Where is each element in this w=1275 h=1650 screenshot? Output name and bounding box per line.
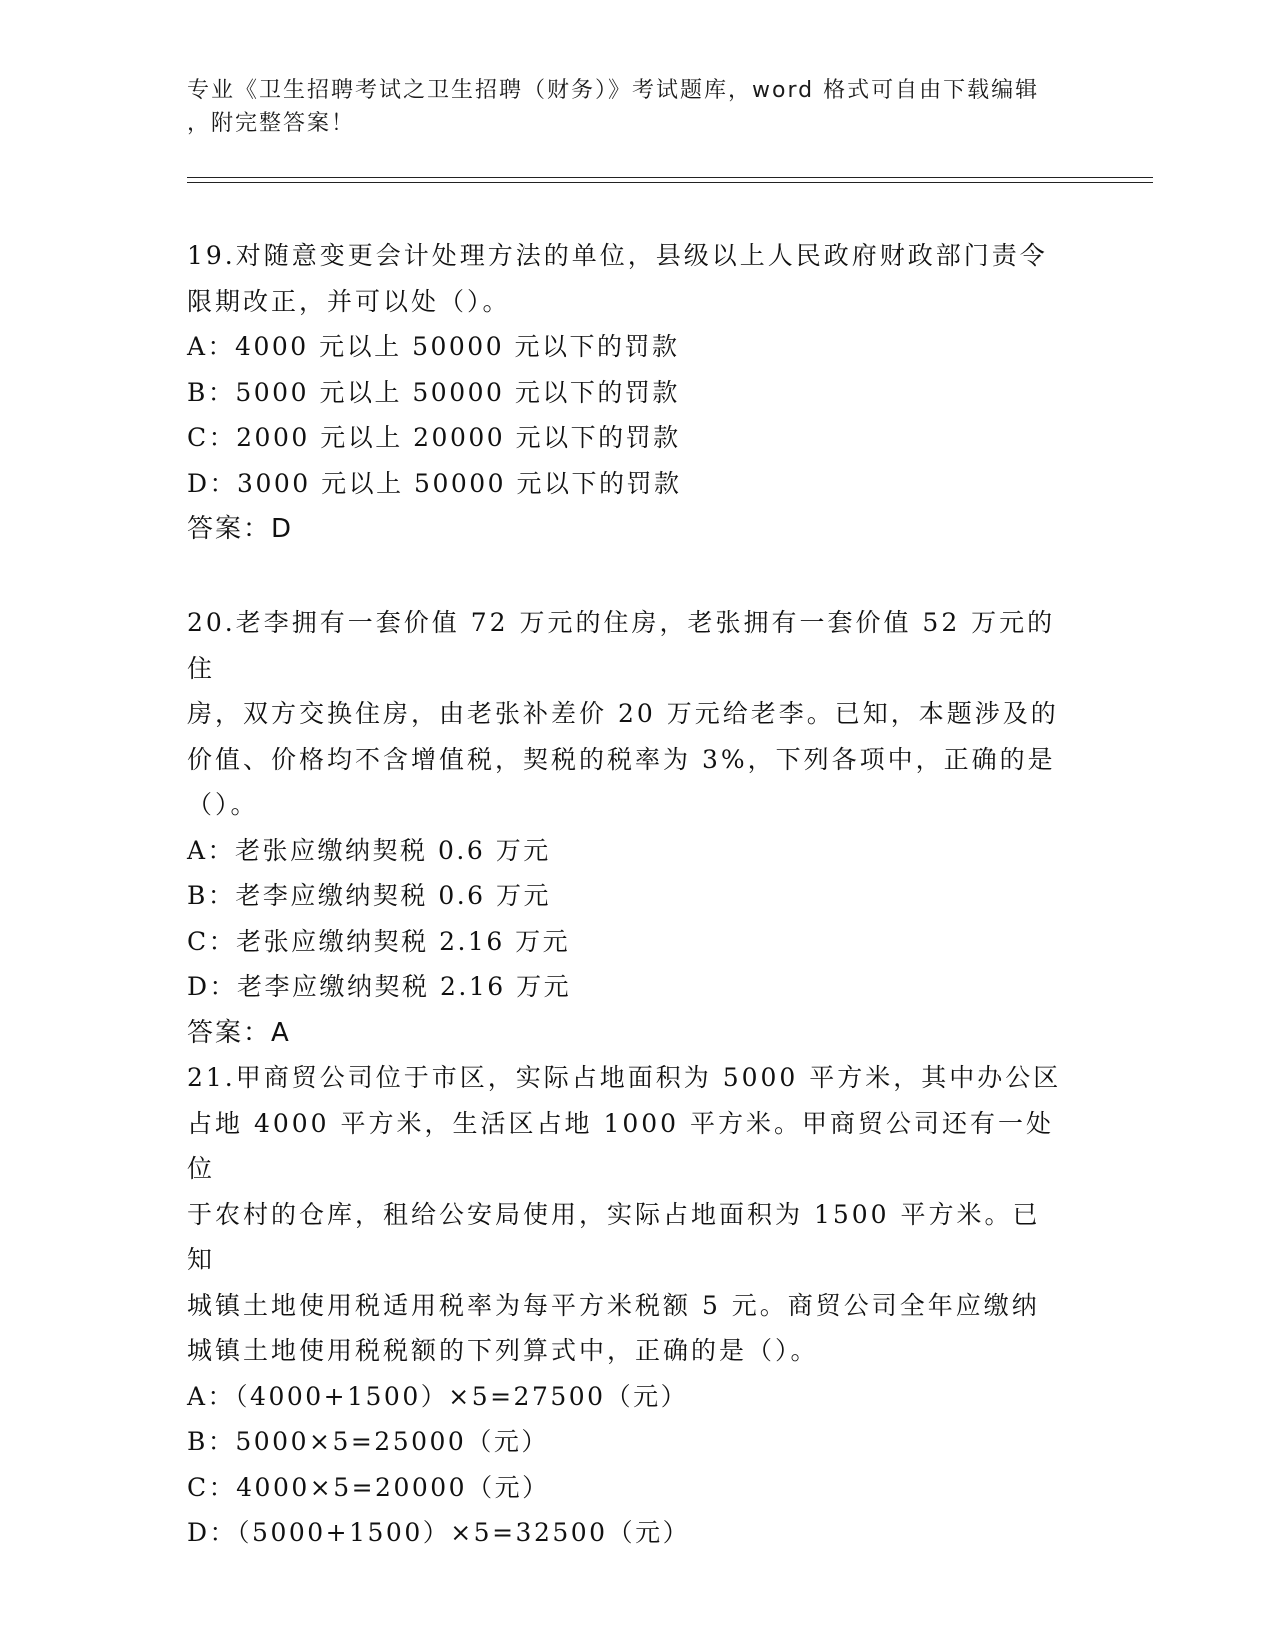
option-d: D：3000 元以上 50000 元以下的罚款 xyxy=(187,468,682,498)
answer-label: 答案：A xyxy=(187,1017,291,1048)
answer-label: 答案：D xyxy=(187,514,294,544)
question-stem-line: 房，双方交换住房，由老张补差价 20 万元给老李。已知，本题涉及的 xyxy=(187,699,1059,728)
option-a: A：（4000+1500）×5=27500（元） xyxy=(187,1381,689,1411)
option-a: A：老张应缴纳契税 0.6 万元 xyxy=(187,835,551,865)
question-stem-line: 19.对随意变更会计处理方法的单位，县级以上人民政府财政部门责令 xyxy=(187,241,1048,270)
option-b: B：5000×5=25000（元） xyxy=(187,1427,549,1456)
question-stem-line: （）。 xyxy=(187,790,259,819)
question-stem-line: 城镇土地使用税适用税率为每平方米税额 5 元。商贸公司全年应缴纳 xyxy=(187,1290,1040,1320)
option-b: B：5000 元以上 50000 元以下的罚款 xyxy=(187,377,680,407)
header-line-2: ，附完整答案！ xyxy=(187,111,356,136)
document-header xyxy=(187,74,1067,140)
option-c: C：老张应缴纳契税 2.16 万元 xyxy=(187,926,571,956)
question-stem-line: 于农村的仓库，租给公安局使用，实际占地面积为 1500 平方米。已知 xyxy=(187,1199,1041,1274)
option-b: B：老李应缴纳契税 0.6 万元 xyxy=(187,881,552,910)
option-c: C：4000×5=20000（元） xyxy=(187,1472,550,1502)
option-a: A：4000 元以上 50000 元以下的罚款 xyxy=(187,332,680,361)
question-stem-line: 21.甲商贸公司位于市区，实际占地面积为 5000 平方米，其中办公区 xyxy=(187,1063,1062,1092)
header-divider-top xyxy=(187,177,1153,178)
question-19 xyxy=(187,233,1067,552)
question-stem-line: 占地 4000 平方米，生活区占地 1000 平方米。甲商贸公司还有一处位 xyxy=(187,1108,1055,1183)
header-line-1: 专业《卫生招聘考试之卫生招聘（财务）》考试题库，word 格式可自由下载编辑 xyxy=(187,78,1040,103)
option-c: C：2000 元以上 20000 元以下的罚款 xyxy=(187,423,681,452)
option-d: D：（5000+1500）×5=32500（元） xyxy=(187,1518,691,1547)
question-20 xyxy=(187,600,1067,1056)
question-stem-line: 限期改正，并可以处（）。 xyxy=(187,286,511,316)
option-d: D：老李应缴纳契税 2.16 万元 xyxy=(187,972,572,1001)
header-divider-bottom xyxy=(187,182,1153,183)
question-21 xyxy=(187,1055,1067,1556)
question-stem-line: 城镇土地使用税税额的下列算式中，正确的是（）。 xyxy=(187,1336,819,1365)
question-stem-line: 20.老李拥有一套价值 72 万元的住房，老张拥有一套价值 52 万元的住 xyxy=(187,608,1056,683)
question-stem-line: 价值、价格均不含增值税，契税的税率为 3%，下列各项中，正确的是 xyxy=(187,744,1056,774)
